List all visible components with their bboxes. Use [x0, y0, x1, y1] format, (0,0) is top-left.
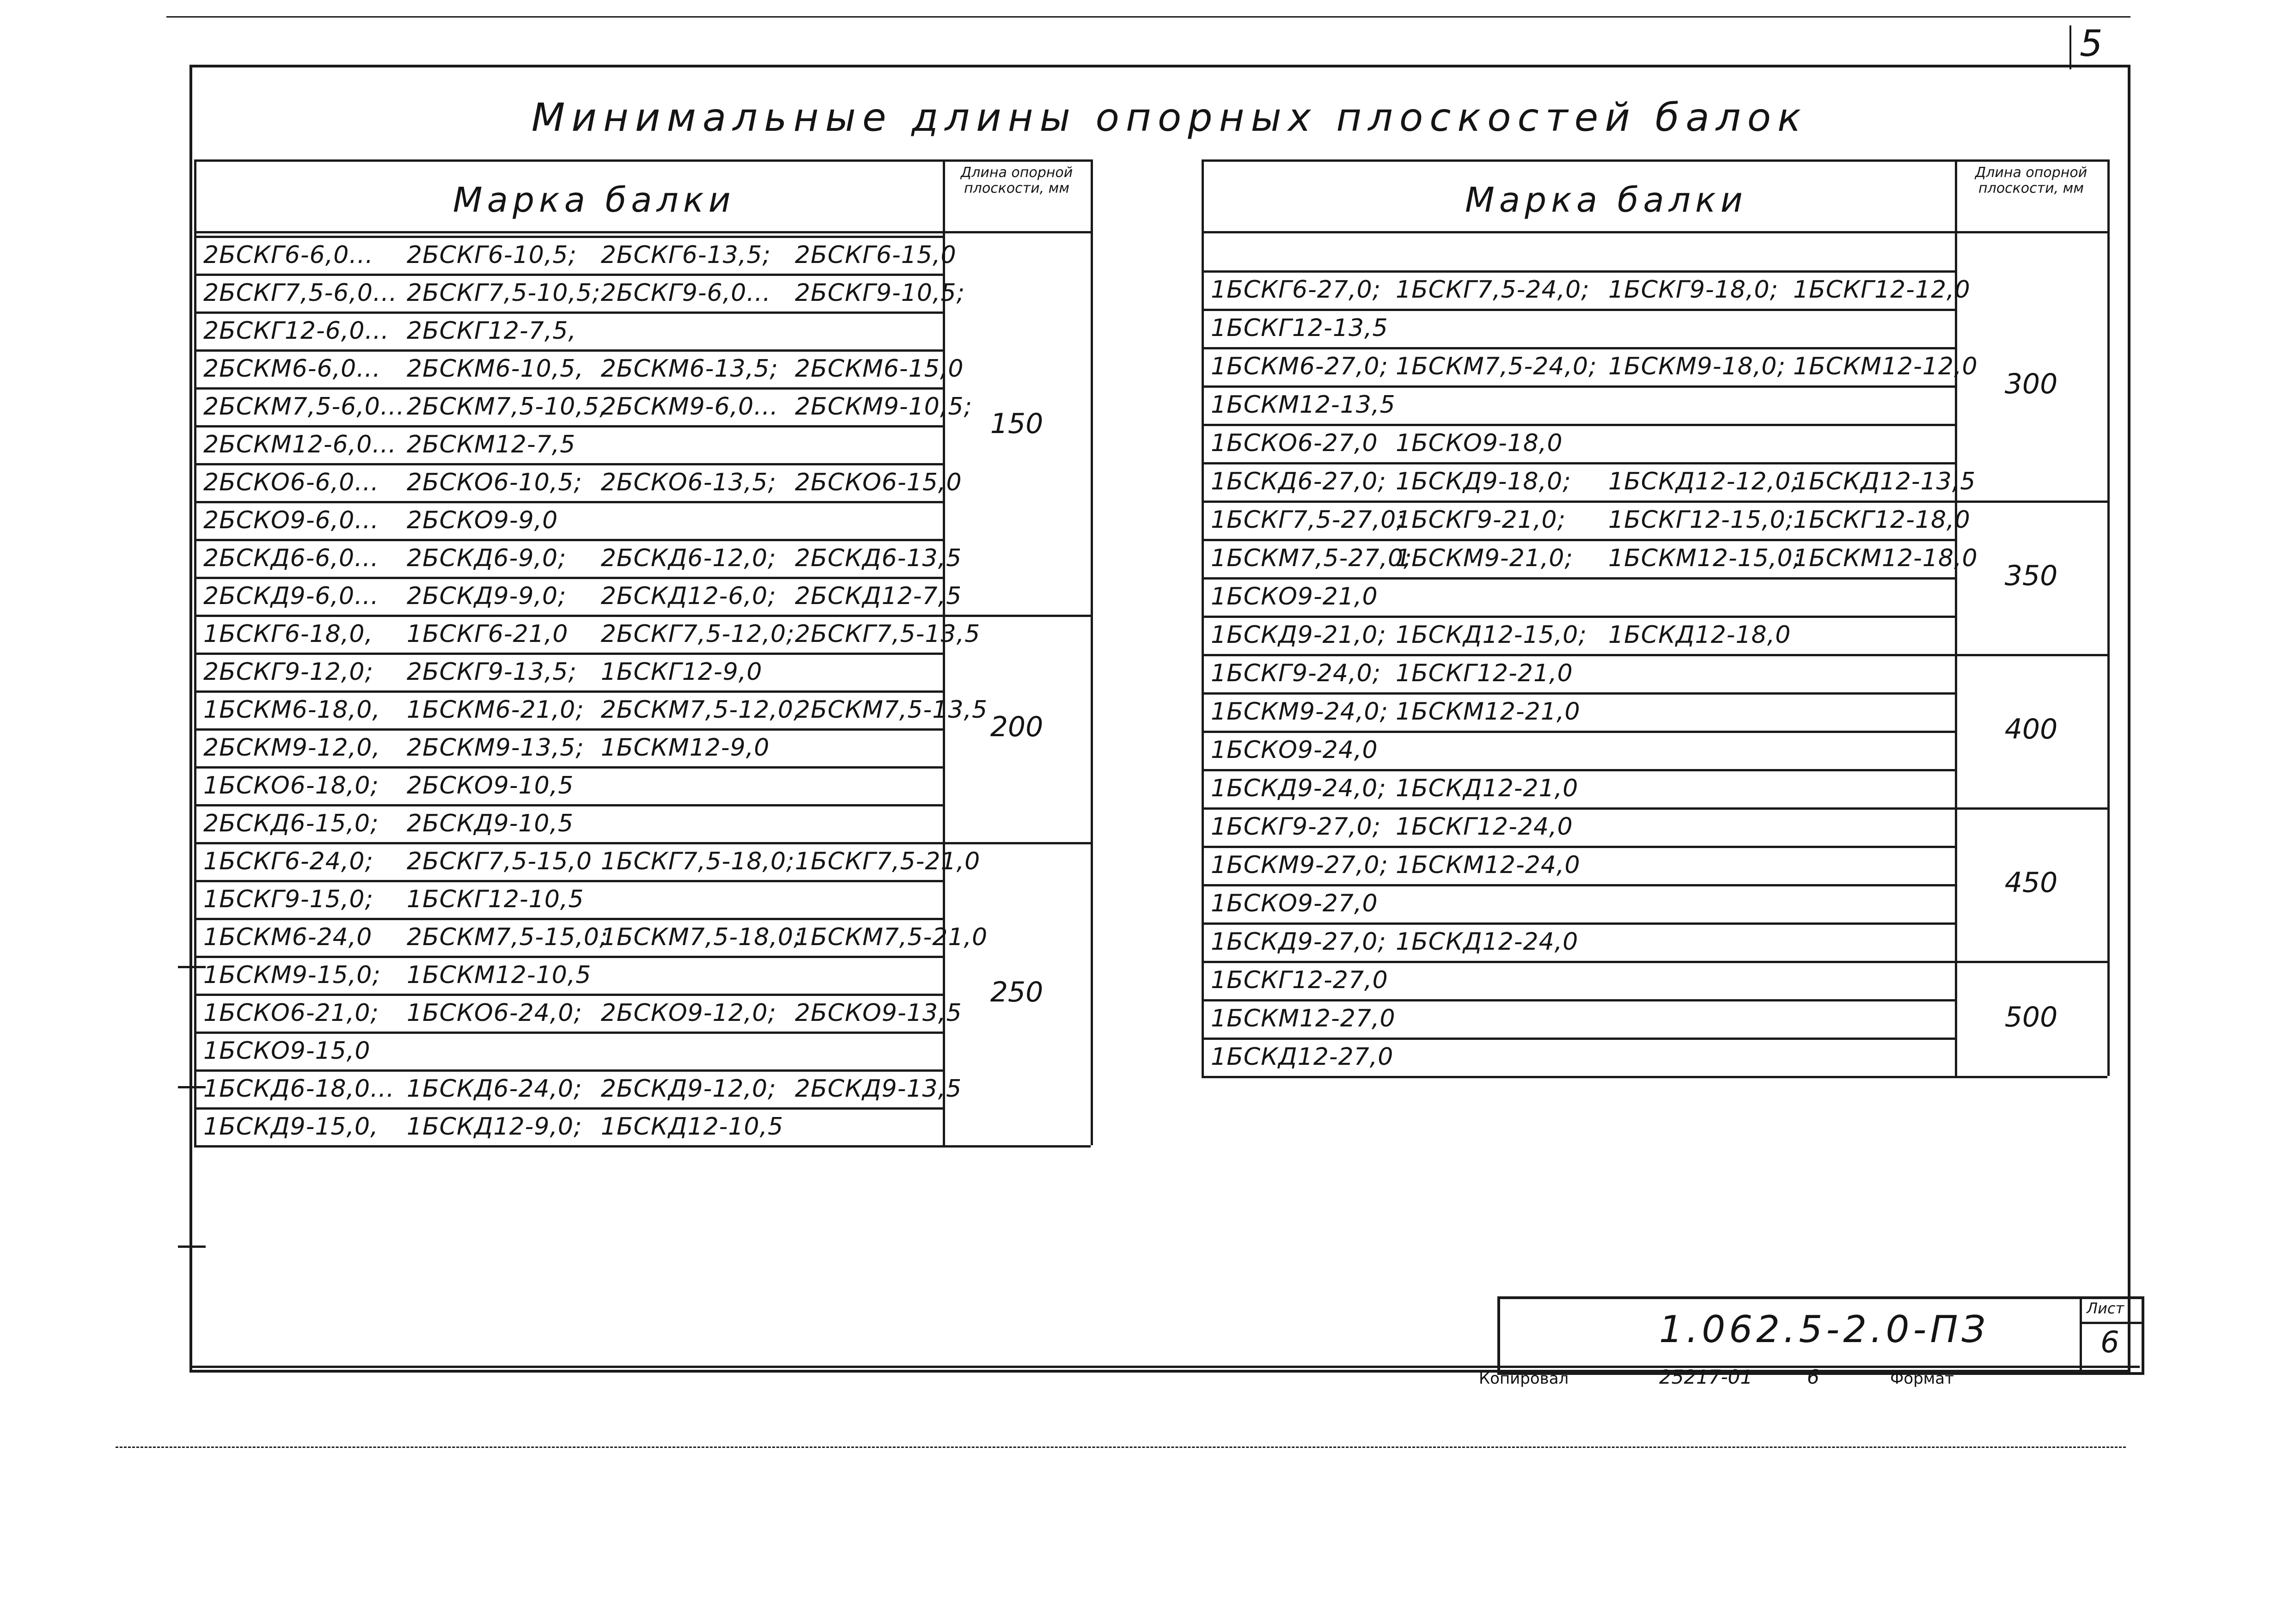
beam-mark-cell: 1БСКД12-24,0: [1396, 928, 1579, 956]
group-separator: [1202, 807, 2107, 810]
beam-mark-cell: 1БСКГ12-10,5: [407, 885, 584, 913]
beam-mark-cell: 2БСКГ6-13,5;: [601, 241, 771, 269]
beam-mark-cell: 2БСКМ7,5-12,0,: [601, 696, 802, 724]
sheet-label: Лист: [2087, 1300, 2124, 1317]
beam-mark-cell: 2БСКМ7,5-10,5,: [407, 393, 608, 421]
group-separator: [194, 1145, 1091, 1148]
beam-mark-cell: 2БСКГ7,5-13,5: [795, 620, 981, 648]
row-separator: [194, 1032, 943, 1034]
beam-mark-cell: 1БСКМ7,5-18,0;: [601, 923, 802, 951]
beam-mark-cell: 1БСКД12-27,0: [1211, 1043, 1394, 1071]
row-separator: [1202, 692, 1955, 695]
beam-mark-cell: 1БСКМ12-18,0: [1793, 544, 1978, 572]
beam-mark-cell: 2БСКО9-13,5: [795, 999, 962, 1027]
beam-mark-cell: 1БСКД9-18,0;: [1396, 468, 1571, 495]
table-right-border: [2107, 159, 2110, 1076]
beam-mark-cell: 1БСКГ7,5-27,0;: [1211, 506, 1405, 534]
beam-mark-cell: 1БСКД12-9,0;: [407, 1113, 582, 1141]
beam-mark-cell: 2БСКО9-10,5: [407, 772, 574, 800]
margin-tick: [178, 966, 206, 968]
beam-mark-cell: 1БСКМ6-21,0;: [407, 696, 584, 724]
sheet-number-divider: [2069, 25, 2071, 69]
beam-mark-cell: 1БСКГ6-18,0,: [203, 620, 373, 648]
beam-mark-cell: 1БСКД6-27,0;: [1211, 468, 1386, 495]
beam-mark-cell: 1БСКГ12-13,5: [1211, 314, 1388, 342]
beam-mark-cell: 1БСКГ9-15,0;: [203, 885, 374, 913]
beam-mark-cell: 1БСКД12-13,5: [1793, 468, 1976, 495]
beam-mark-cell: 1БСКМ9-18,0;: [1608, 353, 1786, 380]
row-separator: [1202, 922, 1955, 925]
beam-mark-cell: 1БСКО6-18,0;: [203, 772, 379, 800]
beam-mark-cell: 1БСКГ6-21,0: [407, 620, 568, 648]
beam-mark-cell: 1БСКГ12-12,0: [1793, 276, 1971, 304]
header-mark: Марка балки: [1465, 180, 1747, 220]
row-separator: [1202, 769, 1955, 771]
group-separator: [1202, 1076, 2107, 1078]
table-header-border: [194, 231, 1091, 233]
table-header-gap-line: [194, 236, 943, 238]
support-length: 450: [2004, 867, 2058, 899]
beam-mark-cell: 1БСКМ12-10,5: [407, 961, 592, 989]
beam-mark-cell: 1БСКГ7,5-21,0: [795, 848, 981, 875]
beam-mark-cell: 1БСКМ9-24,0;: [1211, 698, 1388, 726]
beam-mark-cell: 1БСКГ12-9,0: [601, 658, 763, 686]
title-block-divider: [2080, 1296, 2082, 1375]
beam-mark-cell: 1БСКГ12-24,0: [1396, 813, 1573, 841]
beam-mark-cell: 1БСКГ12-21,0: [1396, 659, 1573, 687]
beam-mark-cell: 1БСКД12-12,0;: [1608, 468, 1800, 495]
row-separator: [1202, 884, 1955, 886]
support-length: 500: [2004, 1001, 2058, 1033]
beam-mark-cell: 1БСКГ6-27,0;: [1211, 276, 1381, 304]
margin-tick: [178, 1086, 206, 1088]
beam-mark-cell: 1БСКМ12-13,5: [1211, 391, 1396, 419]
sheet-number-top: 5: [2080, 23, 2103, 65]
beam-mark-cell: 2БСКО6-6,0...: [203, 469, 379, 496]
beam-mark-cell: 2БСКМ7,5-6,0...: [203, 393, 405, 421]
beam-mark-cell: 1БСКМ7,5-27,0;: [1211, 544, 1412, 572]
table-top-border: [194, 159, 1091, 162]
beam-mark-cell: 2БСКМ12-6,0...: [203, 431, 397, 458]
beam-mark-cell: 1БСКД9-24,0;: [1211, 775, 1386, 802]
row-separator: [1202, 347, 1955, 349]
beam-mark-cell: 1БСКД9-15,0,: [203, 1113, 378, 1141]
beam-mark-cell: 2БСКО9-6,0...: [203, 507, 379, 534]
beam-mark-cell: 2БСКГ7,5-6,0...: [203, 279, 397, 307]
row-separator: [1202, 539, 1955, 541]
beam-mark-cell: 2БСКД9-12,0;: [601, 1075, 776, 1103]
beam-mark-cell: 1БСКО9-15,0: [203, 1037, 371, 1065]
beam-mark-cell: 1БСКД12-10,5: [601, 1113, 784, 1141]
group-separator: [1202, 654, 2107, 656]
beam-mark-cell: 2БСКД12-6,0;: [601, 582, 776, 610]
row-separator: [1202, 616, 1955, 618]
beam-mark-cell: 2БСКМ7,5-15,0;: [407, 923, 608, 951]
row-separator: [194, 918, 943, 920]
beam-mark-cell: 1БСКГ9-24,0;: [1211, 659, 1381, 687]
drawing-code: 1.062.5-2.0-ПЗ: [1659, 1308, 1989, 1351]
title-block-sheet-line: [2080, 1322, 2144, 1324]
beam-mark-cell: 1БСКГ6-24,0;: [203, 848, 374, 875]
beam-mark-cell: 1БСКГ9-21,0;: [1396, 506, 1566, 534]
row-separator: [194, 311, 943, 314]
beam-mark-cell: 1БСКО9-24,0: [1211, 736, 1378, 764]
row-separator: [1202, 462, 1955, 464]
beam-mark-cell: 2БСКМ9-10,5;: [795, 393, 972, 421]
beam-mark-cell: 2БСКД6-15,0;: [203, 810, 379, 837]
beam-mark-cell: 1БСКО9-21,0: [1211, 583, 1378, 611]
table-header-border: [1202, 231, 2107, 233]
beam-mark-cell: 2БСКО6-10,5;: [407, 469, 583, 496]
beam-mark-cell: 2БСКМ6-6,0...: [203, 355, 381, 383]
group-separator: [194, 842, 1091, 844]
beam-mark-cell: 2БСКД6-12,0;: [601, 544, 776, 572]
beam-mark-cell: 1БСКО6-21,0;: [203, 999, 379, 1027]
beam-mark-cell: 2БСКГ6-10,5;: [407, 241, 577, 269]
beam-mark-cell: 2БСКГ9-6,0...: [601, 279, 771, 307]
row-separator: [194, 387, 943, 390]
beam-mark-cell: 1БСКМ6-27,0;: [1211, 353, 1388, 380]
row-separator: [194, 653, 943, 655]
beam-mark-cell: 1БСКМ6-18,0,: [203, 696, 381, 724]
header-length: Длина опорной плоскости, мм: [1975, 165, 2087, 196]
row-separator: [194, 728, 943, 731]
row-separator: [194, 956, 943, 958]
row-separator: [194, 1107, 943, 1110]
footer-format: Формат: [1890, 1369, 1954, 1388]
beam-mark-cell: 1БСКМ12-27,0: [1211, 1005, 1396, 1032]
group-separator: [194, 615, 1091, 617]
row-separator: [1202, 577, 1955, 580]
beam-mark-cell: 2БСКД6-13,5: [795, 544, 962, 572]
row-separator: [1202, 424, 1955, 426]
beam-mark-cell: 2БСКГ9-13,5;: [407, 658, 577, 686]
beam-mark-cell: 1БСКО9-27,0: [1211, 890, 1378, 917]
row-separator: [1202, 999, 1955, 1001]
row-separator: [194, 349, 943, 352]
beam-mark-cell: 2БСКД9-6,0...: [203, 582, 379, 610]
row-separator: [194, 690, 943, 693]
row-separator: [194, 274, 943, 276]
row-separator: [1202, 731, 1955, 733]
outer-bottom-rule: [116, 1447, 2126, 1448]
row-separator: [1202, 1038, 1955, 1040]
beam-mark-cell: 2БСКГ6-6,0...: [203, 241, 374, 269]
footer-order: 25217-01: [1659, 1366, 1753, 1388]
beam-mark-cell: 2БСКМ6-13,5;: [601, 355, 778, 383]
table-top-border: [1202, 159, 2107, 162]
beam-mark-cell: 2БСКД9-9,0;: [407, 582, 567, 610]
beam-mark-cell: 1БСКМ9-27,0;: [1211, 851, 1388, 879]
beam-mark-cell: 1БСКД6-24,0;: [407, 1075, 582, 1103]
beam-mark-cell: 2БСКМ9-13,5;: [407, 734, 584, 762]
beam-mark-cell: 1БСКМ6-24,0: [203, 923, 372, 951]
row-separator: [194, 994, 943, 996]
support-length: 350: [2004, 560, 2058, 592]
beam-mark-cell: 1БСКО6-24,0;: [407, 999, 583, 1027]
support-length: 150: [990, 408, 1044, 440]
beam-mark-cell: 2БСКО6-15,0: [795, 469, 962, 496]
row-separator: [194, 425, 943, 427]
beam-mark-cell: 1БСКО6-27,0: [1211, 429, 1378, 457]
beam-mark-cell: 2БСКГ7,5-15,0: [407, 848, 592, 875]
beam-mark-cell: 1БСКД12-18,0: [1608, 621, 1791, 649]
margin-tick: [178, 1245, 206, 1248]
beam-mark-cell: 1БСКГ12-27,0: [1211, 966, 1388, 994]
header-mark: Марка балки: [453, 180, 735, 220]
beam-mark-cell: 1БСКД6-18,0...: [203, 1075, 395, 1103]
beam-mark-cell: 2БСКГ9-12,0;: [203, 658, 374, 686]
row-separator: [1202, 846, 1955, 848]
support-length: 300: [2004, 368, 2058, 400]
beam-mark-cell: 2БСКО6-13,5;: [601, 469, 777, 496]
beam-mark-cell: 2БСКГ12-7,5,: [407, 317, 577, 345]
support-length: 400: [2004, 713, 2058, 745]
support-length: 200: [990, 711, 1044, 743]
top-rule: [166, 16, 2130, 18]
beam-mark-cell: 2БСКГ7,5-12,0;: [601, 620, 795, 648]
beam-mark-cell: 1БСКД9-21,0;: [1211, 621, 1386, 649]
beam-mark-cell: 1БСКМ7,5-21,0: [795, 923, 988, 951]
beam-mark-cell: 1БСКГ7,5-24,0;: [1396, 276, 1590, 304]
row-separator: [194, 1069, 943, 1072]
beam-mark-cell: 1БСКМ9-21,0;: [1396, 544, 1573, 572]
beam-mark-cell: 1БСКД12-15,0;: [1396, 621, 1587, 649]
sheet-number: 6: [2100, 1325, 2119, 1360]
table-right-border: [1091, 159, 1093, 1145]
beam-mark-cell: 2БСКМ7,5-13,5: [795, 696, 988, 724]
beam-mark-cell: 2БСКГ12-6,0...: [203, 317, 390, 345]
page-title: Минимальные длины опорных плоскостей балок: [531, 95, 1807, 140]
beam-mark-cell: 2БСКД6-9,0;: [407, 544, 567, 572]
beam-mark-cell: 1БСКМ12-15,0;: [1608, 544, 1802, 572]
footer-copied: Копировал: [1479, 1369, 1569, 1388]
beam-mark-cell: 2БСКД6-6,0...: [203, 544, 379, 572]
beam-mark-cell: 2БСКМ9-6,0...: [601, 393, 778, 421]
table-header-gap-line: [1202, 270, 1955, 273]
beam-mark-cell: 2БСКО9-9,0: [407, 507, 558, 534]
beam-mark-cell: 1БСКГ12-18,0: [1793, 506, 1971, 534]
beam-mark-cell: 2БСКГ7,5-10,5;: [407, 279, 601, 307]
beam-mark-cell: 1БСКГ9-27,0;: [1211, 813, 1381, 841]
beam-mark-cell: 2БСКМ6-15,0: [795, 355, 964, 383]
beam-mark-cell: 2БСКМ12-7,5: [407, 431, 576, 458]
beam-mark-cell: 1БСКМ12-9,0: [601, 734, 770, 762]
beam-mark-cell: 1БСКМ9-15,0;: [203, 961, 381, 989]
beam-mark-cell: 1БСКД12-21,0: [1396, 775, 1579, 802]
beam-mark-cell: 2БСКГ6-15,0: [795, 241, 957, 269]
beam-mark-cell: 1БСКМ12-12,0: [1793, 353, 1978, 380]
row-separator: [194, 804, 943, 806]
row-separator: [194, 880, 943, 882]
footer-order-sheet: 6: [1807, 1366, 1819, 1388]
row-separator: [194, 539, 943, 541]
row-separator: [1202, 385, 1955, 388]
header-length: Длина опорной плоскости, мм: [960, 165, 1073, 196]
beam-mark-cell: 2БСКГ9-10,5;: [795, 279, 965, 307]
row-separator: [194, 501, 943, 503]
beam-mark-cell: 2БСКМ6-10,5,: [407, 355, 584, 383]
row-separator: [194, 577, 943, 579]
support-length: 250: [990, 976, 1044, 1008]
beam-mark-cell: 2БСКМ9-12,0,: [203, 734, 381, 762]
row-separator: [194, 463, 943, 465]
beam-mark-cell: 1БСКГ7,5-18,0;: [601, 848, 795, 875]
beam-mark-cell: 1БСКГ9-18,0;: [1608, 276, 1779, 304]
group-separator: [1202, 501, 2107, 503]
beam-mark-cell: 2БСКО9-12,0;: [601, 999, 777, 1027]
beam-mark-cell: 1БСКД9-27,0;: [1211, 928, 1386, 956]
beam-mark-cell: 1БСКМ12-21,0: [1396, 698, 1581, 726]
beam-mark-cell: 1БСКО9-18,0: [1396, 429, 1563, 457]
row-separator: [1202, 309, 1955, 311]
beam-mark-cell: 2БСКД9-13,5: [795, 1075, 962, 1103]
beam-mark-cell: 2БСКД12-7,5: [795, 582, 962, 610]
beam-mark-cell: 1БСКМ12-24,0: [1396, 851, 1581, 879]
beam-mark-cell: 2БСКД9-10,5: [407, 810, 574, 837]
group-separator: [1202, 961, 2107, 963]
beam-mark-cell: 1БСКМ7,5-24,0;: [1396, 353, 1597, 380]
beam-mark-cell: 1БСКГ12-15,0;: [1608, 506, 1794, 534]
row-separator: [194, 766, 943, 769]
